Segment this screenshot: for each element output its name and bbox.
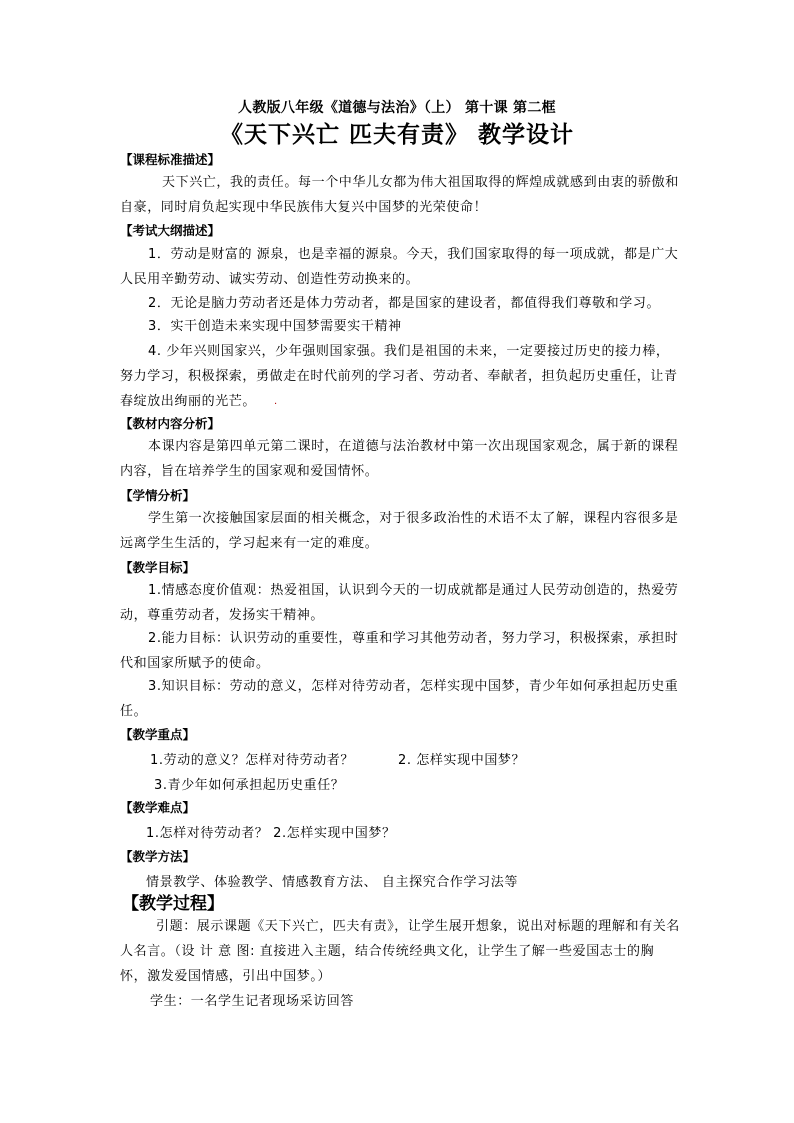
heading-student-analysis: 【学情分析】 — [120, 488, 196, 503]
teaching-process-intro: 引题：展示课题《天下兴亡，匹夫有责》，让学生展开想象，说出对标题的理解和有关名人名言。（设 计 意 图: 直接进入主题，结合传统经典文化，让学生了解一些爱国志士的胸怀，激发爱国情感，引出中国梦。） — [120, 919, 680, 984]
key-point-2: 2. 怎样实现中国梦？ — [398, 753, 526, 768]
key-point-1: 1.劳动的意义？怎样对待劳动者？ — [150, 753, 355, 768]
exam-outline-item-3: 3．实干创造未来实现中国梦需要实干精神 — [148, 319, 402, 334]
teaching-goal-3: 3.知识目标：劳动的意义，怎样对待劳动者，怎样实现中国梦，青少年如何承担起历史重任。 — [120, 679, 679, 719]
heading-teaching-methods: 【教学方法】 — [120, 849, 196, 864]
exam-outline-item-1: 1．劳动是财富的 源泉，也是幸福的源泉。今天，我们国家取得的每一项成就，都是广大人民用辛勤劳动、诚实劳动、创造性劳动换来的。 — [120, 247, 679, 287]
difficulty-items: 1.怎样对待劳动者？ 2.怎样实现中国梦？ — [146, 826, 396, 841]
document-title: 《天下兴亡 匹夫有责》 教学设计 — [219, 122, 574, 148]
curriculum-standard-text: 天下兴亡，我的责任。每一个中华儿女都为伟大祖国取得的辉煌成就感到由衷的骄傲和自豪，同时肩负起实现中华民族伟大复兴中国梦的光荣使命！ — [120, 175, 679, 215]
heading-teaching-process: 【教学过程】 — [122, 894, 224, 914]
exam-outline-item-4: 4. 少年兴则国家兴，少年强则国家强。我们是祖国的未来，一定要接过历史的接力棒，努力学习，积极探索，勇做走在时代前列的学习者、劳动者、奉献者，担负起历史重任，让青春绽放出绚丽的光芒。 — [120, 344, 678, 409]
student-analysis-text: 学生第一次接触国家层面的相关概念，对于很多政治性的术语不太了解，课程内容很多是远离学生生活的，学习起来有一定的难度。 — [120, 511, 679, 551]
small-mark: . — [274, 396, 278, 407]
teaching-goal-1: 1.情感态度价值观：热爱祖国，认识到今天的一切成就都是通过人民劳动创造的，热爱劳动，尊重劳动者，发扬实干精神。 — [120, 583, 679, 623]
heading-textbook-analysis: 【教材内容分析】 — [120, 416, 221, 431]
exam-outline-item-2: 2．无论是脑力劳动者还是体力劳动者，都是国家的建设者，都值得我们尊敬和学习。 — [148, 296, 661, 311]
heading-key-points: 【教学重点】 — [120, 727, 196, 742]
teaching-goal-2: 2.能力目标：认识劳动的重要性，尊重和学习其他劳动者，努力学习，积极探索，承担时代和国家所赋予的使命。 — [120, 631, 679, 671]
textbook-analysis-text: 本课内容是第四单元第二课时，在道德与法治教材中第一次出现国家观念，属于新的课程内容，旨在培养学生的国家观和爱国情怀。 — [120, 439, 679, 479]
teaching-process-student: 学生：一名学生记者现场采访回答 — [150, 994, 355, 1009]
heading-teaching-goals: 【教学目标】 — [120, 560, 196, 575]
heading-exam-outline: 【考试大纲描述】 — [120, 223, 221, 238]
heading-difficulties: 【教学难点】 — [120, 800, 196, 815]
document-subtitle: 人教版八年级《道德与法治》（上） 第十课 第二框 — [238, 100, 556, 116]
key-point-3: 3.青少年如何承担起历史重任？ — [154, 778, 345, 793]
heading-curriculum-standard: 【课程标准描述】 — [120, 152, 221, 167]
teaching-methods-text: 情景教学、体验教学、情感教育方法、 自主探究合作学习法等 — [146, 875, 518, 890]
